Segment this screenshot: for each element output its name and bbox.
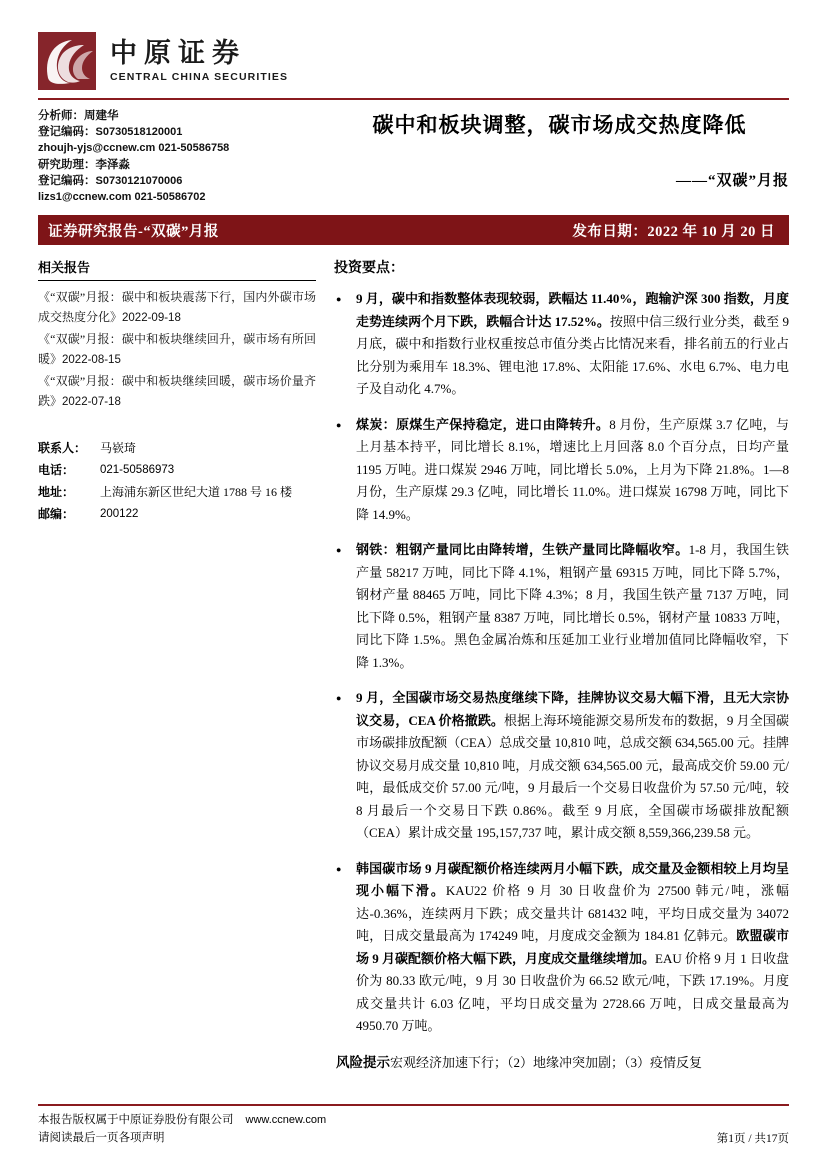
point-body: 1-8 月，我国生铁产量 58217 万吨，同比下降 4.1%，粗钢产量 69315 万吨，同比下降 5.7%，钢材产量 88465 万吨，同比下降 4.3%；8 月，我国生铁产量 7137 万吨，同比下降 0.5%，粗钢产量 8387 万吨，同比增长 0.5%，钢材产量 10833 万吨，同比下降 1.5%。黑色金属冶炼和压延加工业行业增加值同比降幅收窄，下降 1.3%。 (356, 542, 789, 670)
assistant-label: 研究助理： (38, 158, 96, 171)
footer-copyright-row (38, 1111, 326, 1129)
contact-value: 021-50586973 (100, 464, 175, 477)
investment-points-list (334, 288, 789, 1038)
point-body-2: EAU 价格 9 月 1 日收盘价为 80.33 欧元/吨，9 月 30 日收盘价为 66.52 欧元/吨，下跌 17.19%。月度成交量共计 6.03 亿吨，平均日成交量为 2728.66 万吨，日成交量最高为 4950.70 万吨。 (356, 950, 789, 1034)
list-item[interactable] (38, 287, 316, 328)
page-subtitle: ——“双碳”月报 (675, 173, 789, 190)
list-item[interactable] (38, 329, 316, 370)
contact-value: 200122 (100, 508, 139, 521)
contact-row-zip (38, 504, 316, 525)
point-highlight: 煤炭：原煤生产保持稳定，进口由降转升。 (356, 416, 610, 432)
point-highlight: 9 月，全国碳市场交易热度继续下降，挂牌协议交易大幅下滑，且无大宗协议交易，CEA 价格撤跌。 (356, 690, 789, 728)
contact-value: 上海浦东新区世纪大道 1788 号 16 楼 (100, 485, 293, 500)
company-name-cn: 中原证券 (110, 38, 246, 69)
assistant-contact: lizs1@ccnew.com 021-50586702 (38, 191, 206, 204)
analyst-info (38, 106, 316, 205)
contact-info (38, 438, 316, 525)
report-type-label: 证券研究报告-“双碳”月报 (48, 223, 219, 240)
analyst-contact: zhoujh-yjs@ccnew.cm 021-50586758 (38, 142, 230, 155)
risk-label: 风险提示 (336, 1054, 390, 1070)
company-name-en: CENTRAL CHINA SECURITIES (110, 70, 289, 83)
point-body: 按照中信三级行业分类，截至 9 月底，碳中和指数行业权重按总市值分类占比情况来看，排名前五的行业占比分别为乘用车 18.3%、锂电池 17.8%、太阳能 17.6%、水电 6.7%、电力电子及自动化 4.7%。 (356, 313, 789, 397)
sidebar-divider (38, 280, 316, 281)
company-wordmark (110, 39, 288, 82)
masthead (38, 0, 789, 94)
analyst-label: 分析师： (38, 110, 84, 122)
point-highlight: 9 月，碳中和指数整体表现较弱，跌幅达 11.40%，跑输沪深 300 指数，月度走势连续两个月下跌，跌幅合计达 17.52%。 (356, 291, 789, 329)
analyst-code-value: S0730518120001 (95, 126, 183, 139)
contact-row-person (38, 438, 316, 459)
related-report-title: 《“双碳”月报：碳中和板块震荡下行，国内外碳市场成交热度分化》 (38, 290, 316, 325)
risk-notice (334, 1052, 789, 1074)
list-item (334, 539, 789, 674)
analyst-name-row (38, 108, 316, 124)
title-block (316, 106, 789, 190)
contact-label: 邮编： (38, 507, 75, 522)
list-item (334, 288, 789, 401)
page-number: 第1页 / 共17页 (716, 1133, 789, 1145)
related-reports-heading: 相关报告 (38, 260, 91, 276)
top-section (38, 106, 789, 205)
logo-swirl-icon (38, 32, 96, 90)
assistant-code-label: 登记编码： (38, 174, 96, 187)
footer-divider (38, 1104, 789, 1106)
point-highlight-2: 欧盟碳市场 9 月碳配额价格大幅下跌，月度成交量继续增加。 (356, 928, 789, 966)
assistant-name: 李泽淼 (95, 158, 130, 171)
related-report-date: 2022-09-18 (122, 312, 181, 325)
related-report-date: 2022-07-18 (62, 396, 121, 409)
related-report-title: 《“双碳”月报：碳中和板块继续回暖，碳市场价量齐跌》 (38, 374, 316, 409)
point-body: KAU22 价格 9 月 30 日收盘价为 27500 韩元/吨，涨幅达-0.36%，连续两月下跌；成交量共计 681432 吨，平均日成交量为 34072 吨，日成交量最高为 174249 吨，月度成交金额为 184.81 亿韩元。 (356, 883, 789, 944)
assistant-code-row (38, 173, 316, 189)
analyst-code-row (38, 124, 316, 140)
assistant-name-row (38, 157, 316, 173)
contact-label: 联系人： (38, 441, 87, 456)
page-title: 碳中和板块调整，碳市场成交热度降低 (372, 113, 747, 137)
footer-rows (38, 1111, 789, 1147)
contact-row-address (38, 482, 316, 503)
body-section (38, 257, 789, 1074)
main-content (316, 257, 789, 1074)
footer-website-link[interactable]: www.ccnew.com (245, 1114, 327, 1126)
contact-row-phone (38, 460, 316, 481)
footer-copyright: 本报告版权属于中原证券股份有限公司 (38, 1114, 234, 1126)
report-type-band (38, 215, 789, 245)
list-item (334, 687, 789, 845)
point-body: 8 月份，生产原煤 3.7 亿吨，与上月基本持平，同比增长 8.1%，增速比上月回落 8.0 个百分点，日均产量 1195 万吨。进口煤炭 2946 万吨，同比增长 5.0%，上月为下降 21.8%。1—8 月份，生产原煤 29.3 亿吨，同比增长 11.0%。进口煤炭 16798 万吨，同比下降 14.9%。 (356, 416, 789, 522)
point-highlight: 韩国碳市场 9 月碳配额价格连续两月小幅下跌，成交量及金额相较上月均呈现小幅下滑。 (356, 860, 789, 899)
contact-value: 马嵚琦 (100, 441, 137, 456)
point-highlight: 钢铁：粗钢产量同比由降转增，生铁产量同比降幅收窄。 (356, 542, 689, 558)
point-body: 根据上海环境能源交易所发布的数据，9 月全国碳市场碳排放配额（CEA）总成交量 10,810 吨，总成交额 634,565.00 元。挂牌协议交易月成交量 10,810 吨，月成交额 634,565.00 元，最高成交价 59.00 元/吨，最低成交价 57.00 元/吨，9 月最后一个交易日收盘价为 57.50 元/吨，较 8 月最后一个交易日下跌 0.86%。截至 9 月底，全国碳市场碳排放配额（CEA）累计成交量 195,157,737 吨，累计成交额 8,559,366,239.58 元。 (356, 712, 789, 841)
assistant-code-value: S0730121070006 (95, 174, 183, 187)
analyst-name: 周建华 (84, 110, 119, 122)
related-report-title: 《“双碳”月报：碳中和板块继续回升，碳市场有所回暖》 (38, 332, 316, 367)
list-item[interactable] (38, 371, 316, 412)
list-item (334, 858, 789, 1038)
risk-text: 宏观经济加速下行；（2）地缘冲突加剧；（3）疫情反复 (390, 1054, 703, 1070)
footer-disclaimer: 请阅读最后一页各项声明 (38, 1132, 165, 1144)
company-logo-mark (38, 32, 96, 90)
sidebar (38, 257, 316, 1074)
analyst-code-label: 登记编码： (38, 126, 96, 139)
masthead-divider (38, 98, 789, 100)
related-report-date: 2022-08-15 (62, 354, 121, 367)
footer-left-block (38, 1111, 326, 1147)
contact-label: 地址： (38, 485, 75, 500)
page-footer (38, 1104, 789, 1147)
list-item (334, 414, 789, 527)
contact-label: 电话： (38, 463, 75, 478)
investment-points-title: 投资要点： (334, 261, 404, 277)
publish-date: 发布日期：2022 年 10 月 20 日 (572, 223, 775, 240)
